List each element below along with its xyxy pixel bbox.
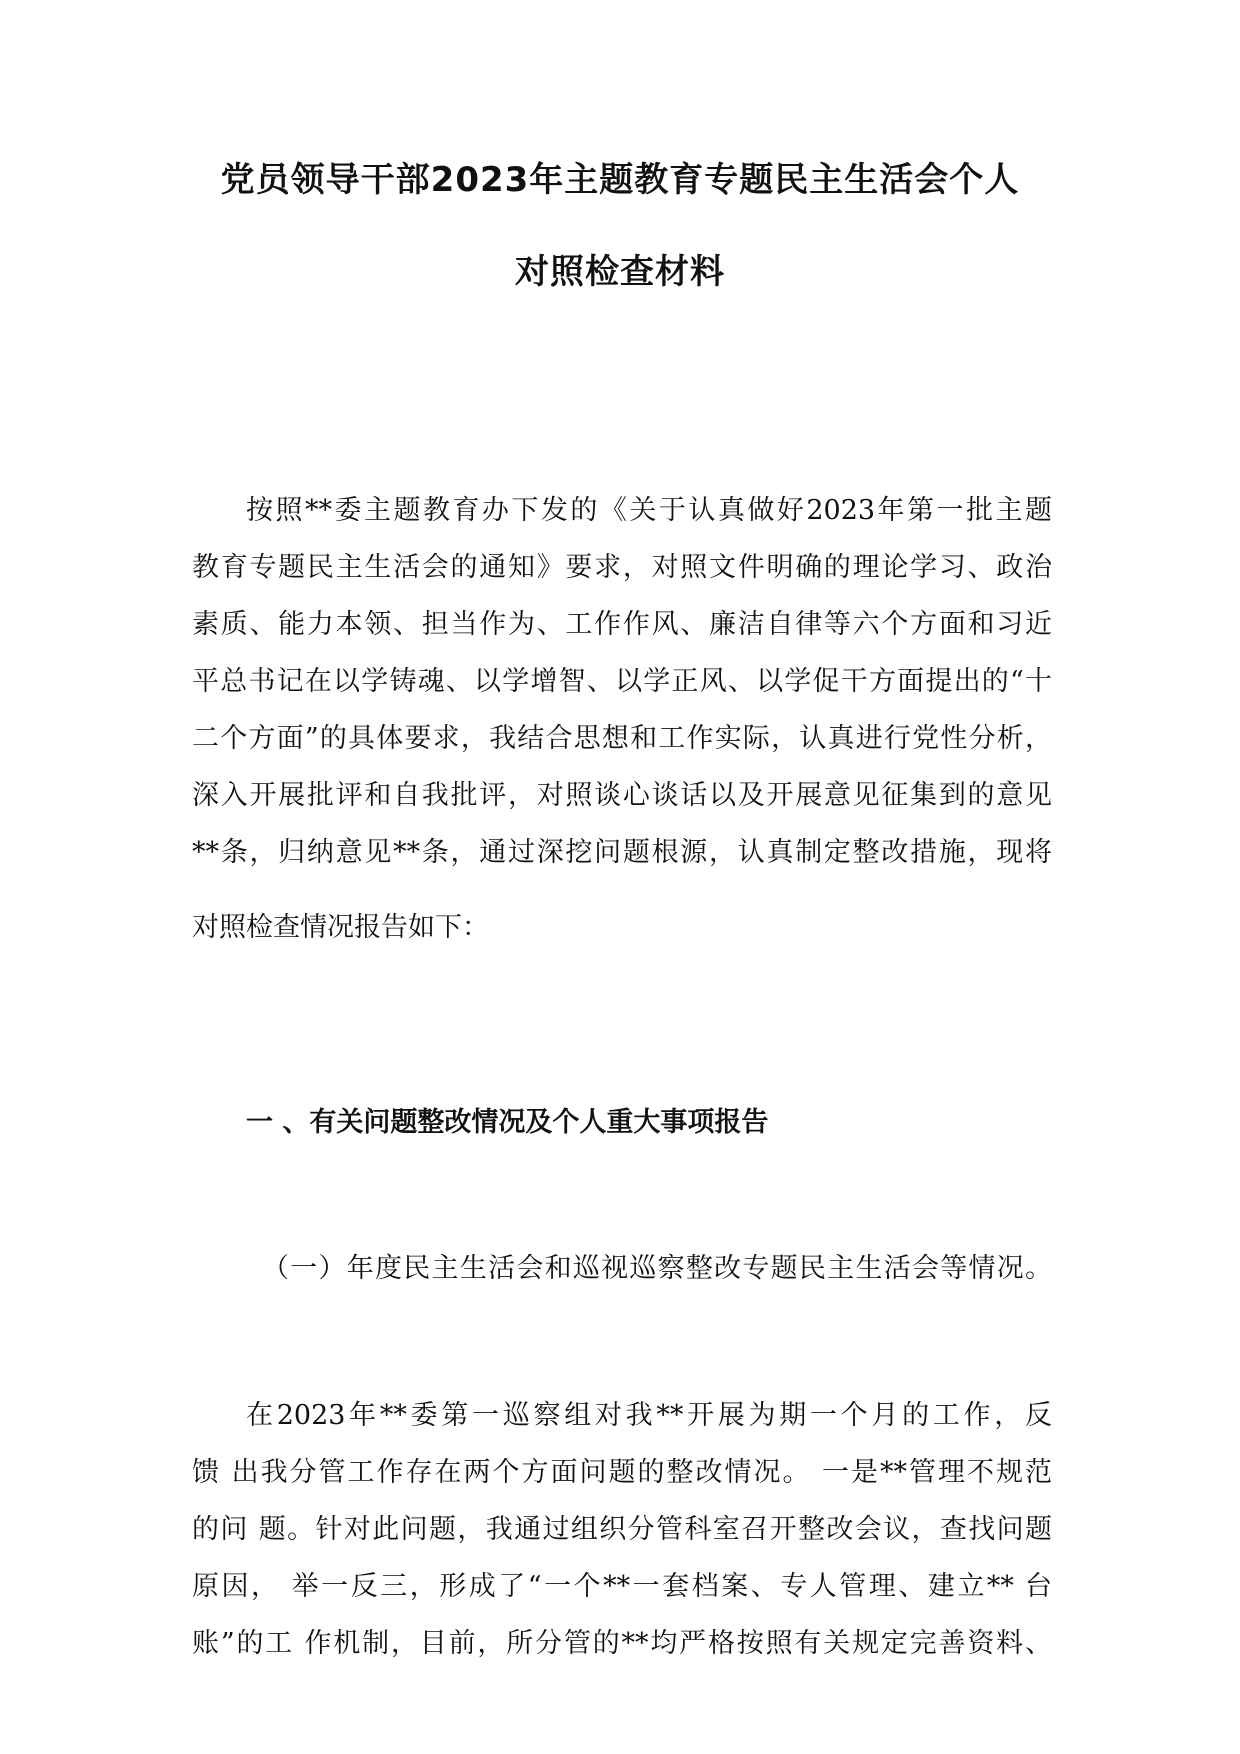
intro-paragraph-line: **条，归纳意见**条，通过深挖问题根源，认真制定整改措施，现将 — [192, 837, 1052, 868]
subsection-heading: （一）年度民主生活会和巡视巡察整改专题民主生活会等情况。 — [262, 1253, 1052, 1284]
intro-paragraph-line: 按照**委主题教育办下发的《关于认真做好2023年第一批主题 — [246, 495, 1052, 526]
body-paragraph-line: 在2023年**委第一巡察组对我**开展为期一个月的工作，反 — [246, 1400, 1052, 1431]
intro-paragraph-line: 教育专题民主生活会的通知》要求，对照文件明确的理论学习、政治 — [192, 552, 1052, 583]
body-paragraph-line: 的问 题。针对此问题，我通过组织分管科室召开整改会议，查找问题 — [192, 1514, 1052, 1545]
intro-paragraph-line: 深入开展批评和自我批评，对照谈心谈话以及开展意见征集到的意见 — [192, 780, 1052, 811]
body-paragraph-line: 原因， 举一反三，形成了“一个**一套档案、专人管理、建立** 台 — [192, 1571, 1052, 1602]
document-title-line-1: 党员领导干部2023年主题教育专题民主生活会个人 — [220, 160, 1020, 200]
intro-paragraph-line: 二个方面”的具体要求，我结合思想和工作实际，认真进行党性分析， — [192, 723, 1052, 754]
intro-paragraph-line: 对照检查情况报告如下： — [192, 912, 489, 943]
body-paragraph-line: 馈 出我分管工作存在两个方面问题的整改情况。 一是**管理不规范 — [192, 1457, 1052, 1488]
document-title-line-2: 对照检查材料 — [515, 252, 725, 292]
section-heading: 一 、有关问题整改情况及个人重大事项报告 — [246, 1107, 769, 1138]
body-paragraph-line: 账”的工 作机制，目前，所分管的**均严格按照有关规定完善资料、 — [192, 1628, 1052, 1659]
intro-paragraph-line: 平总书记在以学铸魂、以学增智、以学正风、以学促干方面提出的“十 — [192, 666, 1052, 697]
intro-paragraph-line: 素质、能力本领、担当作为、工作作风、廉洁自律等六个方面和习近 — [192, 609, 1052, 640]
